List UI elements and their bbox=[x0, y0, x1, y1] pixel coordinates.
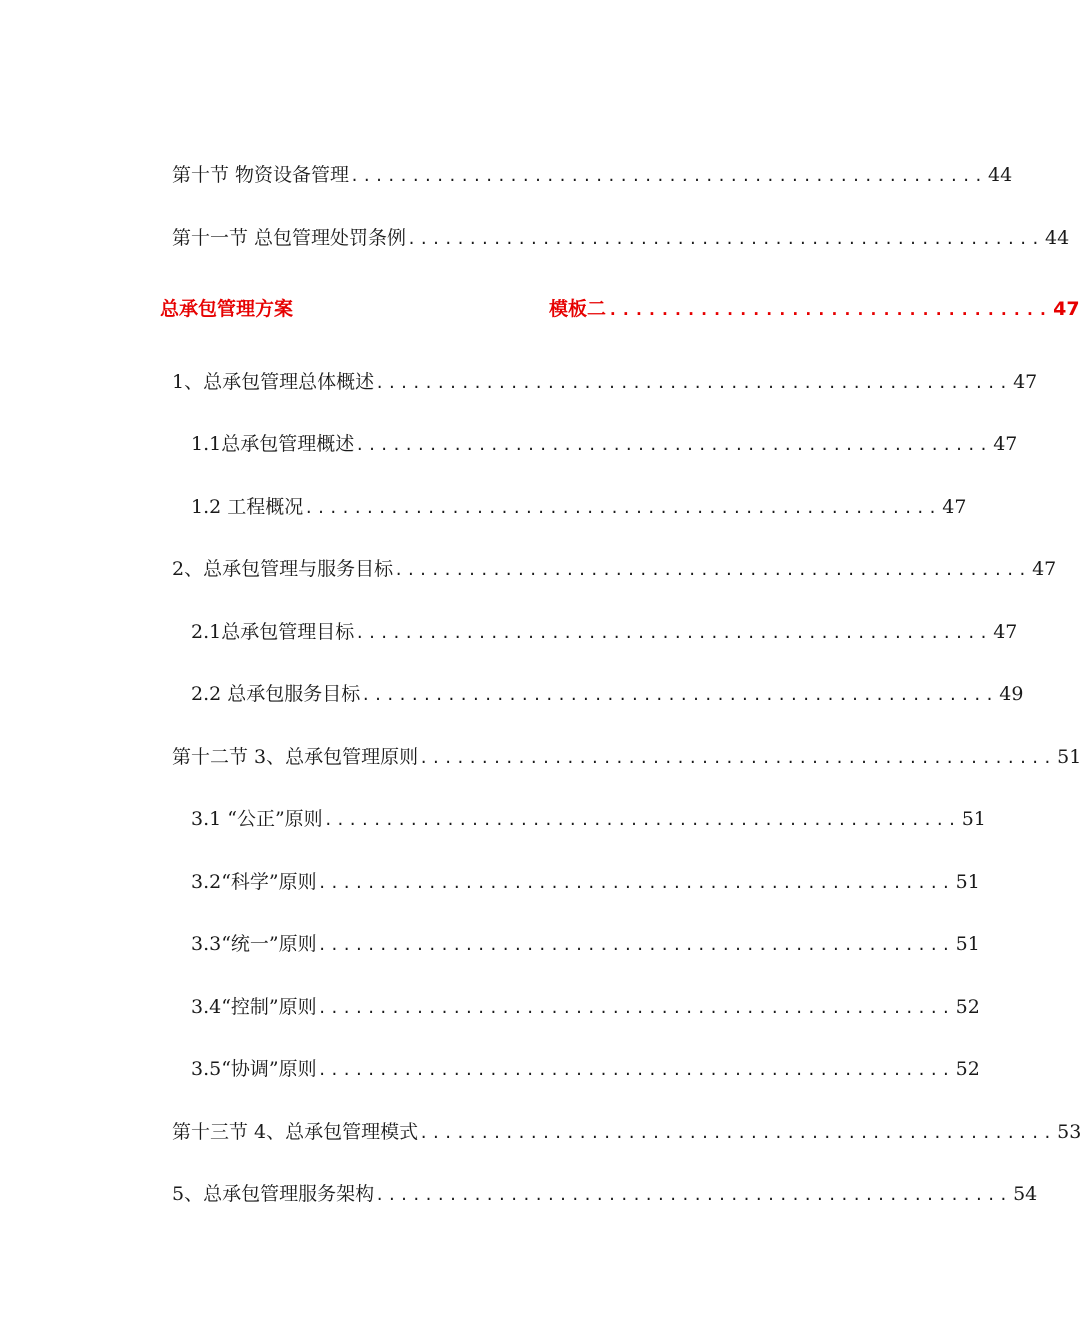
toc-entry-label: 第十一节 总包管理处罚条例 bbox=[172, 227, 407, 249]
toc-dot-leader: .................................................... bbox=[323, 811, 960, 829]
toc-dot-leader: .................................................... bbox=[355, 624, 992, 642]
toc-page-number: 47 bbox=[1032, 558, 1057, 580]
toc-page-number: 52 bbox=[955, 996, 980, 1018]
toc-dot-leader: .................................................... bbox=[394, 561, 1031, 579]
toc-dot-leader: .................................................... bbox=[304, 499, 941, 517]
toc-dot-leader: .................................................... bbox=[375, 374, 1012, 392]
toc-entry-label: 3.5“协调”原则 bbox=[191, 1058, 317, 1080]
toc-entry-label: 1.1总承包管理概述 bbox=[191, 433, 355, 455]
toc-dot-leader: .................................................... bbox=[361, 686, 998, 704]
toc-entry-label: 3.4“控制”原则 bbox=[191, 996, 317, 1018]
toc-entry[interactable] bbox=[191, 681, 1024, 708]
toc-entry[interactable] bbox=[172, 225, 1070, 252]
toc-entry[interactable] bbox=[191, 994, 980, 1021]
toc-entry-label: 3.3“统一”原则 bbox=[191, 933, 317, 955]
toc-entry-label: 2.1总承包管理目标 bbox=[191, 621, 355, 643]
toc-entry-label: 5、总承包管理服务架构 bbox=[172, 1183, 375, 1205]
toc-page-number: 51 bbox=[955, 871, 980, 893]
toc-page-number: 47 bbox=[942, 496, 967, 518]
toc-entry-label: 3.1 “公正”原则 bbox=[191, 808, 323, 830]
toc-entry-label: 第十节 物资设备管理 bbox=[172, 164, 350, 186]
toc-dot-leader: .................................. bbox=[608, 300, 1052, 319]
toc-entry-label: 2、总承包管理与服务目标 bbox=[172, 558, 394, 580]
toc-page-number: 53 bbox=[1057, 1121, 1081, 1143]
toc-page-number: 52 bbox=[955, 1058, 980, 1080]
section-heading-toc-entry[interactable] bbox=[549, 296, 1080, 323]
toc-dot-leader: .................................................... bbox=[317, 874, 954, 892]
toc-entry[interactable] bbox=[191, 931, 980, 958]
section-heading-title[interactable]: 总承包管理方案 bbox=[160, 298, 294, 320]
toc-entry[interactable] bbox=[172, 1119, 1081, 1146]
toc-entry[interactable] bbox=[172, 1181, 1038, 1208]
toc-entry[interactable] bbox=[191, 806, 986, 833]
toc-dot-leader: .................................................... bbox=[350, 167, 987, 185]
toc-page-number: 47 bbox=[993, 433, 1018, 455]
section-heading-template-label: 模板二 bbox=[549, 298, 607, 320]
toc-page-number: 49 bbox=[999, 683, 1024, 705]
toc-dot-leader: .................................................... bbox=[317, 1061, 954, 1079]
toc-entry-label: 1.2 工程概况 bbox=[191, 496, 304, 518]
toc-entry[interactable] bbox=[191, 1056, 980, 1083]
toc-page-number: 47 bbox=[993, 621, 1018, 643]
toc-page-number: 54 bbox=[1013, 1183, 1038, 1205]
toc-page-number: 47 bbox=[1013, 371, 1038, 393]
toc-entry-label: 2.2 总承包服务目标 bbox=[191, 683, 361, 705]
toc-dot-leader: .................................................... bbox=[355, 436, 992, 454]
toc-entry[interactable] bbox=[191, 619, 1018, 646]
toc-entry-label: 第十三节 4、总承包管理模式 bbox=[172, 1121, 419, 1143]
toc-entry[interactable] bbox=[172, 162, 1013, 189]
toc-entry[interactable] bbox=[191, 431, 1018, 458]
toc-entry-label: 第十二节 3、总承包管理原则 bbox=[172, 746, 419, 768]
toc-entry-label: 3.2“科学”原则 bbox=[191, 871, 317, 893]
toc-page-number: 51 bbox=[955, 933, 980, 955]
toc-dot-leader: .................................................... bbox=[317, 999, 954, 1017]
toc-entry[interactable] bbox=[191, 494, 967, 521]
toc-page-number: 47 bbox=[1053, 298, 1080, 320]
toc-dot-leader: .................................................... bbox=[419, 1124, 1056, 1142]
toc-dot-leader: .................................................... bbox=[407, 230, 1044, 248]
toc-entry[interactable] bbox=[172, 369, 1038, 396]
toc-dot-leader: .................................................... bbox=[375, 1186, 1012, 1204]
toc-entry-label: 1、总承包管理总体概述 bbox=[172, 371, 375, 393]
toc-entry[interactable] bbox=[172, 744, 1081, 771]
toc-entry[interactable] bbox=[172, 556, 1057, 583]
toc-page-number: 51 bbox=[961, 808, 986, 830]
toc-page-number: 44 bbox=[1045, 227, 1070, 249]
toc-dot-leader: .................................................... bbox=[317, 936, 954, 954]
toc-page-number: 51 bbox=[1057, 746, 1081, 768]
toc-page-number: 44 bbox=[988, 164, 1013, 186]
toc-dot-leader: .................................................... bbox=[419, 749, 1056, 767]
toc-entry[interactable] bbox=[191, 869, 980, 896]
